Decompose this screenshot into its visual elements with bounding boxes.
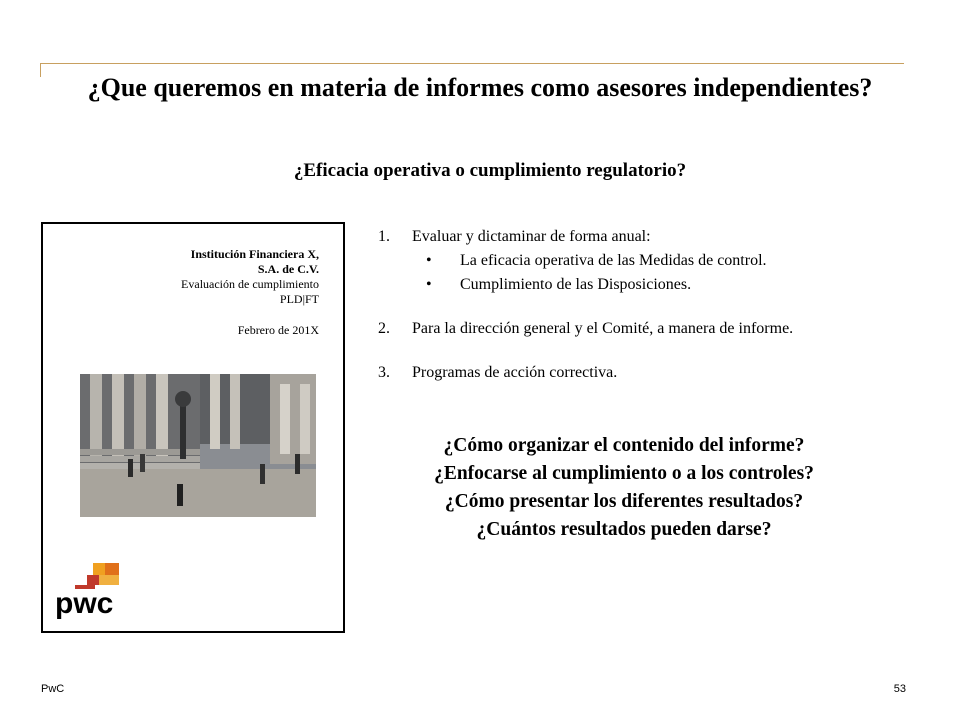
list-item (374, 361, 934, 385)
list-item-text: Programas de acción correctiva. (412, 364, 618, 381)
report-description-line1: Evaluación de cumplimiento (181, 277, 319, 291)
page-number: 53 (893, 683, 906, 695)
list-item (374, 317, 934, 341)
bullet-item (374, 249, 934, 273)
bullet-icon: • (426, 276, 432, 293)
top-rule (40, 63, 904, 64)
list-item-text: Para la dirección general y el Comité, a manera de informe. (412, 320, 794, 337)
building-photo (80, 374, 316, 517)
requirements-list (374, 225, 934, 385)
question: ¿Enfocarse al cumplimiento o a los controles? (434, 463, 814, 484)
list-number: 3. (378, 364, 390, 381)
bullet-text: Cumplimiento de las Disposiciones. (460, 276, 692, 293)
top-rule-tick (40, 63, 41, 77)
list-number: 2. (378, 320, 390, 337)
report-cover (41, 222, 345, 633)
svg-text:pwc: pwc (55, 587, 114, 619)
key-questions (420, 432, 828, 544)
pwc-logo (53, 559, 133, 619)
question: ¿Cómo presentar los diferentes resultados? (444, 491, 804, 512)
question: ¿Cuántos resultados pueden darse? (476, 519, 772, 540)
report-description-line2: PLD|FT (279, 292, 319, 306)
question: ¿Cómo organizar el contenido del informe? (443, 435, 805, 456)
list-number: 1. (378, 228, 390, 245)
footer-brand: PwC (41, 683, 65, 695)
bullet-item (374, 273, 934, 297)
slide-subtitle: ¿Eficacia operativa o cumplimiento regulatorio? (293, 160, 687, 181)
list-item (374, 225, 934, 249)
report-cover-text (181, 247, 319, 338)
list-item-text: Evaluar y dictaminar de forma anual: (412, 228, 651, 245)
slide-title: ¿Que queremos en materia de informes como asesores independientes? (87, 73, 873, 102)
report-date: Febrero de 201X (237, 323, 319, 337)
bullet-text: La eficacia operativa de las Medidas de control. (460, 252, 767, 269)
bullet-icon: • (426, 252, 432, 269)
institution-name-line1: Institución Financiera X, (190, 247, 319, 261)
institution-name-line2: S.A. de C.V. (257, 262, 319, 276)
